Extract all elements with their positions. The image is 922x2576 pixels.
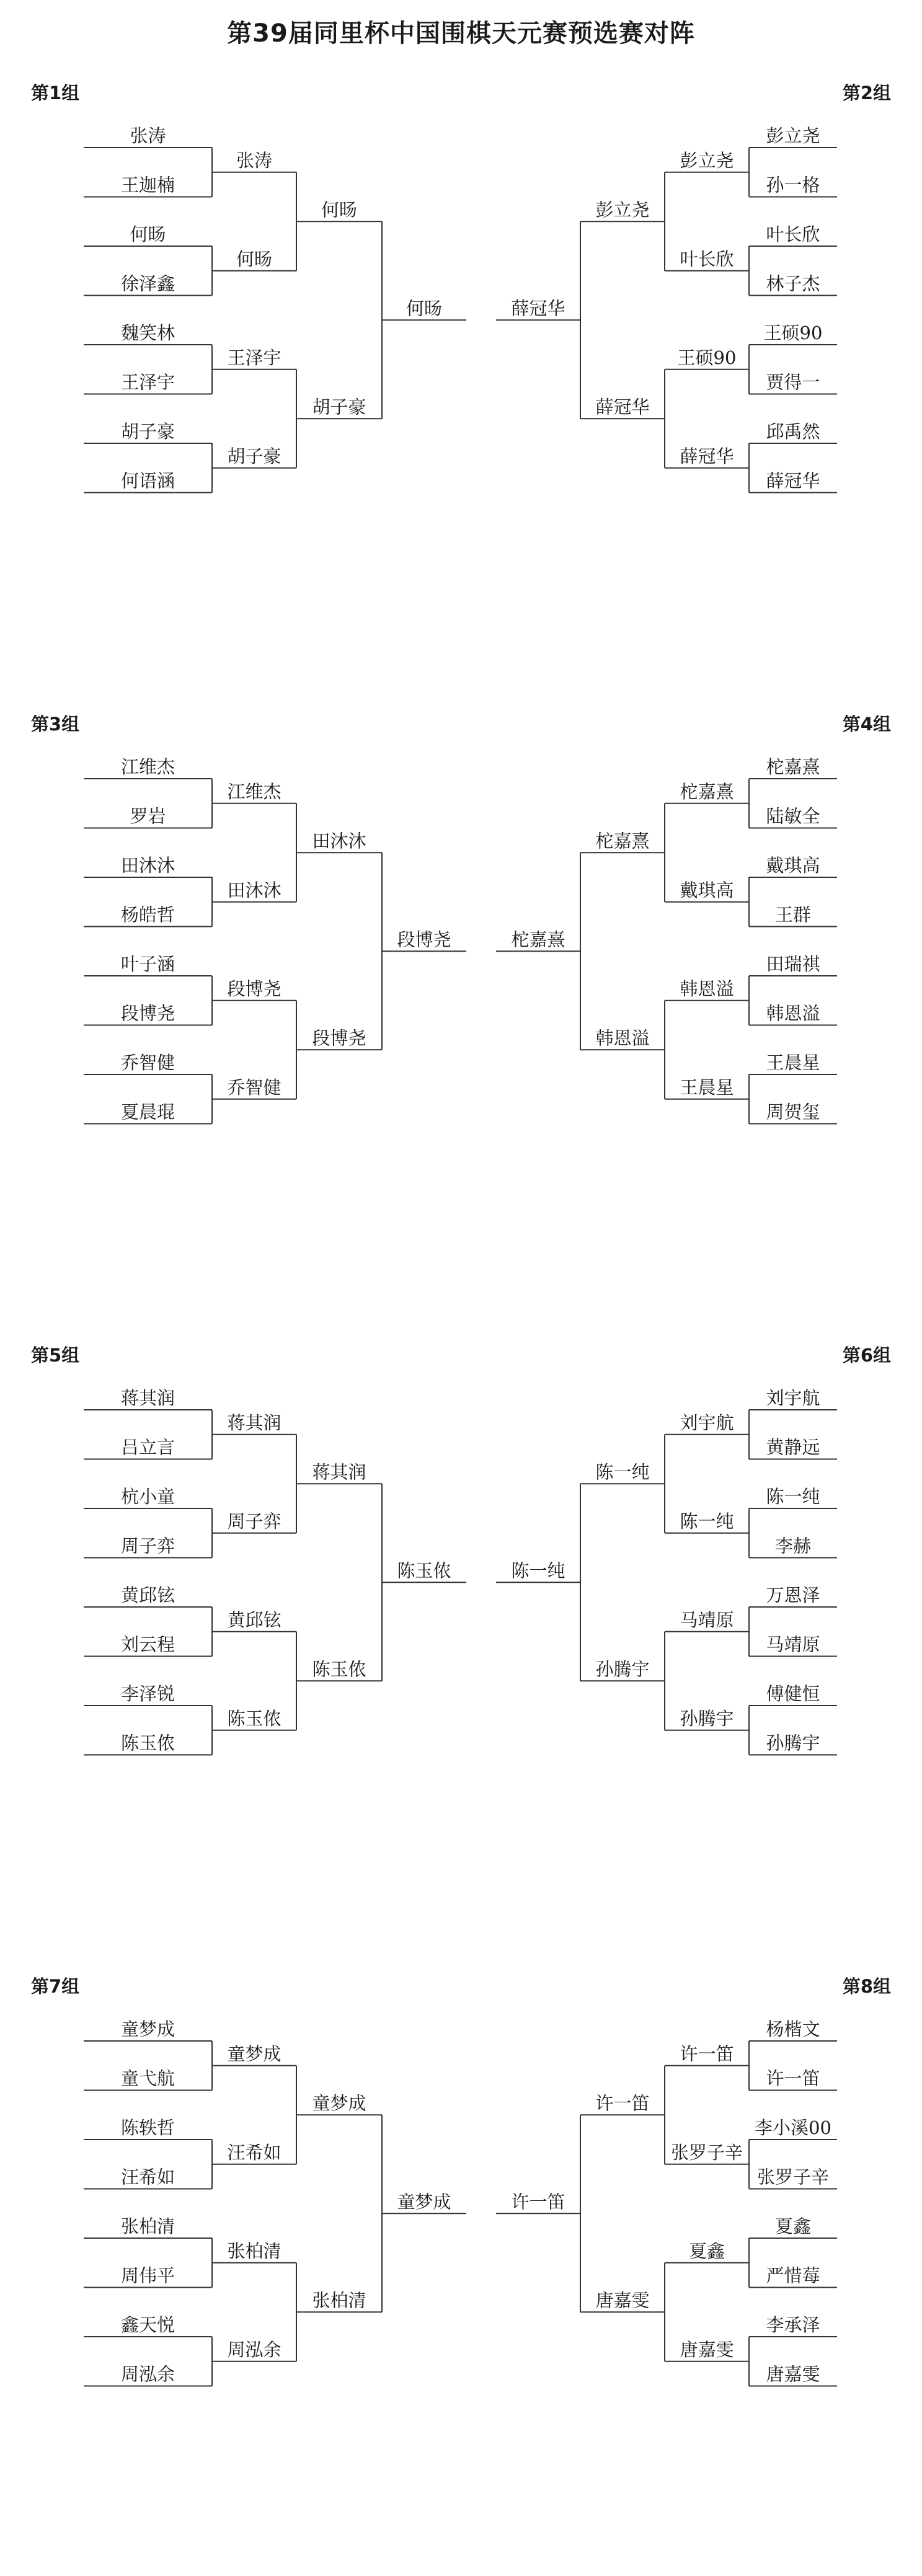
page-title: 第39届同里杯中国围棋天元赛预选赛对阵 [227,19,695,48]
group-label: 第7组 [31,1976,80,1997]
round1-player: 周子弈 [120,1535,175,1557]
group-winner: 童梦成 [397,2191,451,2213]
group-winner: 陈一纯 [511,1560,565,1582]
group-label: 第1组 [31,82,80,104]
round1-player: 李小溪00 [755,2117,831,2138]
round2-player: 张柏清 [227,2240,281,2262]
round3-player: 薛冠华 [595,396,650,418]
group-winner: 何旸 [406,298,443,319]
round3-player: 童梦成 [312,2092,366,2114]
round1-player: 邱禹然 [766,421,820,442]
round2-player: 乔智健 [227,1076,281,1098]
round2-player: 周子弈 [227,1510,281,1532]
round1-player: 童梦成 [120,2019,175,2040]
round1-player: 王晨星 [766,1052,820,1073]
round2-player: 陈一纯 [680,1510,734,1532]
round1-player: 胡子豪 [120,421,175,442]
group-label: 第4组 [842,714,891,735]
round1-player: 夏鑫 [774,2216,812,2237]
round1-player: 杨皓哲 [120,904,175,926]
round1-player: 叶长欣 [766,224,820,245]
round3-player: 田沐沐 [312,830,366,852]
round3-player: 柁嘉熹 [595,830,650,852]
round1-player: 张涛 [130,125,166,146]
round2-player: 江维杰 [227,781,281,802]
round1-player: 张罗子辛 [756,2166,830,2188]
round2-player: 何旸 [236,248,273,270]
round2-player: 黄邱铉 [227,1609,281,1631]
round1-player: 马靖原 [766,1634,820,1655]
round1-player: 黄静远 [766,1436,820,1458]
round1-player: 林子杰 [766,273,820,294]
round1-player: 严惜莓 [766,2265,820,2286]
round1-player: 乔智健 [120,1052,175,1073]
round1-player: 傅健恒 [766,1683,820,1704]
group-winner: 许一笛 [511,2191,565,2213]
round3-player: 韩恩溢 [595,1027,650,1049]
round1-player: 徐泽鑫 [120,273,175,294]
group-label: 第5组 [31,1345,80,1366]
round1-player: 陈轶哲 [120,2117,175,2138]
round2-player: 田沐沐 [227,879,281,901]
round2-player: 汪希如 [227,2141,281,2163]
round1-player: 叶子涵 [120,954,175,975]
round1-player: 李承泽 [766,2314,820,2335]
round2-player: 彭立尧 [680,149,734,171]
round3-player: 蒋其润 [312,1461,366,1483]
round3-player: 许一笛 [595,2092,650,2114]
round1-player: 万恩泽 [766,1585,820,1606]
round1-player: 刘云程 [120,1634,175,1655]
round2-player: 段博尧 [227,978,281,999]
round1-player: 李泽锐 [120,1683,175,1704]
round1-player: 柁嘉熹 [766,756,820,777]
round2-player: 柁嘉熹 [680,781,734,802]
round1-player: 汪希如 [120,2166,175,2188]
round1-player: 周贺玺 [766,1101,820,1123]
round3-player: 唐嘉雯 [595,2290,650,2311]
round1-player: 段博尧 [120,1003,175,1024]
round3-player: 陈一纯 [595,1461,650,1483]
round1-player: 薛冠华 [766,470,820,492]
group-label: 第3组 [31,714,80,735]
round3-player: 段博尧 [312,1027,366,1049]
round3-player: 彭立尧 [595,199,650,221]
round2-player: 张涛 [236,149,273,171]
round3-player: 陈玉侬 [312,1658,366,1680]
round1-player: 王群 [774,904,812,926]
round1-player: 鑫天悦 [120,2314,175,2335]
round1-player: 韩恩溢 [766,1003,820,1024]
round1-player: 王硕90 [763,322,823,343]
round1-player: 黄邱铉 [120,1585,175,1606]
round2-player: 戴琪高 [680,879,734,901]
round2-player: 薛冠华 [680,445,734,467]
round1-player: 孙腾宇 [766,1732,820,1754]
group-winner: 柁嘉熹 [511,929,565,950]
round3-player: 何旸 [321,199,358,221]
round1-player: 魏笑林 [120,322,175,343]
round1-player: 童弋航 [120,2068,175,2089]
group-label: 第2组 [842,82,891,104]
round2-player: 刘宇航 [680,1412,734,1433]
group-winner: 段博尧 [397,929,451,950]
round2-player: 王晨星 [680,1076,734,1098]
round1-player: 王迦楠 [120,174,175,196]
round2-player: 夏鑫 [688,2240,725,2262]
round1-player: 孙一格 [766,174,820,196]
group-winner: 陈玉侬 [397,1560,451,1582]
round3-player: 孙腾宇 [595,1658,650,1680]
round1-player: 夏晨琨 [120,1101,175,1123]
round1-player: 杨楷文 [766,2019,820,2040]
round1-player: 戴琪高 [766,855,820,876]
round3-player: 胡子豪 [312,396,366,418]
round1-player: 刘宇航 [766,1388,820,1409]
round1-player: 何语涵 [120,470,175,492]
round2-player: 童梦成 [227,2043,281,2065]
round2-player: 王硕90 [677,347,737,368]
round1-player: 张柏清 [120,2216,175,2237]
group-label: 第8组 [842,1976,891,1997]
round2-player: 马靖原 [680,1609,734,1631]
round2-player: 张罗子辛 [670,2141,743,2163]
round1-player: 杭小童 [120,1486,175,1507]
round1-player: 江维杰 [120,756,175,777]
round1-player: 罗岩 [130,805,166,827]
round2-player: 孙腾宇 [680,1707,734,1729]
round2-player: 周泓余 [227,2339,281,2360]
group-label: 第6组 [842,1345,891,1366]
round2-player: 王泽宇 [227,347,281,368]
round1-player: 贾得一 [766,371,820,393]
round1-player: 何旸 [130,224,166,245]
round2-player: 许一笛 [680,2043,734,2065]
round2-player: 陈玉侬 [227,1707,281,1729]
round2-player: 胡子豪 [227,445,281,467]
round1-player: 彭立尧 [766,125,820,146]
round1-player: 陆敏全 [766,805,820,827]
round1-player: 王泽宇 [120,371,175,393]
round1-player: 吕立言 [120,1436,175,1458]
round1-player: 周泓余 [120,2363,175,2385]
round2-player: 韩恩溢 [680,978,734,999]
round1-player: 周伟平 [120,2265,175,2286]
round1-player: 田瑞祺 [766,954,820,975]
round1-player: 陈玉侬 [120,1732,175,1754]
round2-player: 叶长欣 [680,248,734,270]
round1-player: 许一笛 [766,2068,820,2089]
round1-player: 蒋其润 [120,1388,175,1409]
round2-player: 唐嘉雯 [680,2339,734,2360]
round1-player: 唐嘉雯 [766,2363,820,2385]
group-winner: 薛冠华 [511,298,565,319]
round1-player: 李赫 [774,1535,812,1557]
round1-player: 陈一纯 [766,1486,820,1507]
round3-player: 张柏清 [312,2290,366,2311]
round2-player: 蒋其润 [227,1412,281,1433]
round1-player: 田沐沐 [120,855,175,876]
